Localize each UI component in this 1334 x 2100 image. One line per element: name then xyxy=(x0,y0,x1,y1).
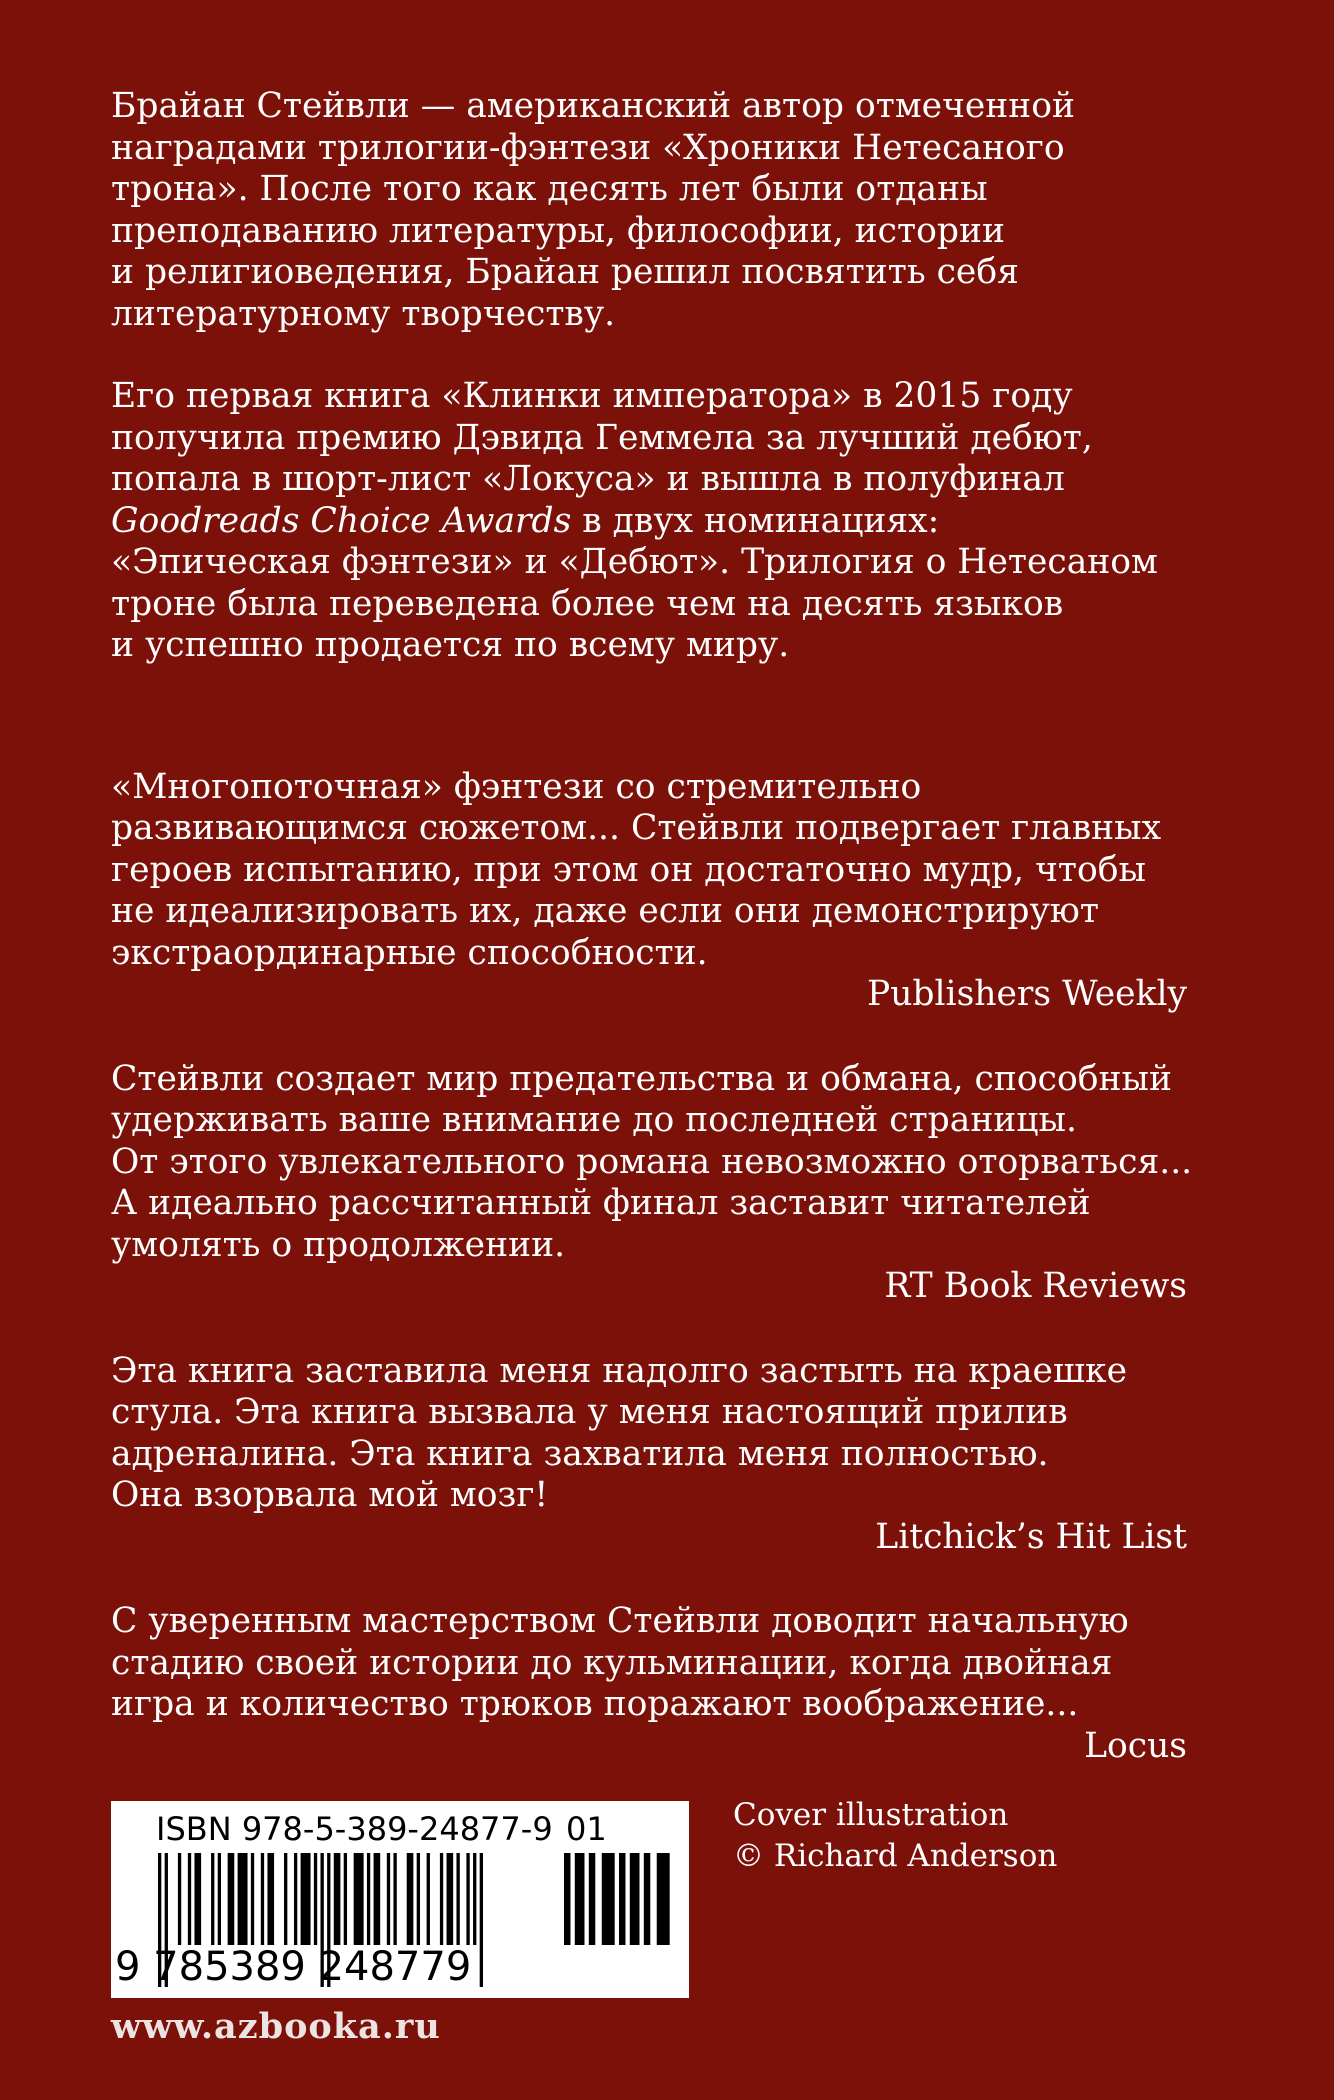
review-line: Эта книга заставила меня надолго застыть на краешке xyxy=(111,1350,1127,1391)
review-line: экстраординарные способности. xyxy=(111,932,708,973)
credit-line: Cover illustration xyxy=(733,1797,1009,1833)
barcode-bar xyxy=(473,1853,476,1945)
review-line: стула. Эта книга вызвала у меня настоящий прилив xyxy=(111,1392,1068,1432)
barcode-bar xyxy=(657,1853,670,1945)
barcode-bar xyxy=(294,1853,297,1945)
barcode-bar xyxy=(564,1853,570,1945)
review-line: игра и количество трюков поражают воображение... xyxy=(111,1684,1079,1724)
barcode-addon-bars xyxy=(564,1853,674,1987)
barcode-bar xyxy=(211,1853,214,1945)
author-bio-paragraph-1 xyxy=(111,86,1187,335)
review-quote-4 xyxy=(111,1601,1187,1726)
bio-line: и успешно продается по всему миру. xyxy=(111,625,790,665)
review-source-1: Publishers Weekly xyxy=(866,974,1187,1014)
review-line: Стейвли создает мир предательства и обмана, способный xyxy=(111,1058,1172,1099)
bio-line: попала в шорт-лист «Локуса» и вышла в полуфинал xyxy=(111,459,1065,499)
barcode-bar xyxy=(251,1853,254,1945)
bio-line-rest: в двух номинациях: xyxy=(571,500,940,541)
bio-line: получила премию Дэвида Геммела за лучший дебют, xyxy=(111,417,1093,458)
barcode-bar xyxy=(644,1853,650,1945)
bio-line: преподаванию литературы, философии, истории xyxy=(111,210,1005,251)
publisher-website: www.azbooka.ru xyxy=(111,2006,441,2047)
bio-line: троне была переведена более чем на десять языков xyxy=(111,583,1064,624)
review-line: не идеализировать их, даже если они демонстрируют xyxy=(111,891,1099,931)
barcode-bar xyxy=(301,1853,311,1945)
review-line: умолять о продолжении. xyxy=(111,1224,566,1265)
cover-text-column xyxy=(111,86,1193,1810)
barcode-bar xyxy=(314,1853,317,1945)
barcode-bar xyxy=(267,1853,274,1945)
barcode-bar xyxy=(218,1853,221,1945)
review-line: С уверенным мастерством Стейвли доводит начальную xyxy=(111,1601,1129,1641)
barcode-bar xyxy=(456,1853,459,1945)
barcode-bar xyxy=(427,1853,430,1945)
barcode-bar xyxy=(630,1853,640,1945)
barcode-bar xyxy=(575,1853,585,1945)
barcode-bar xyxy=(261,1853,264,1945)
barcode-bar xyxy=(284,1853,287,1945)
review-quote-1 xyxy=(111,767,1187,975)
barcode-bar xyxy=(334,1853,341,1945)
barcode-bar xyxy=(440,1853,443,1945)
barcode-bar xyxy=(194,1853,201,1945)
barcode-bar xyxy=(589,1853,595,1945)
barcode-bar xyxy=(619,1853,625,1945)
barcode-digits: 9 785389 248779 xyxy=(115,1944,472,1990)
barcode-bar xyxy=(367,1853,370,1945)
barcode-bar xyxy=(417,1853,420,1945)
bio-line: Брайан Стейвли — американский автор отмеченной xyxy=(111,86,1076,126)
author-bio-paragraph-2 xyxy=(111,376,1187,667)
bio-line xyxy=(111,501,1187,543)
review-source-3: Litchick’s Hit List xyxy=(875,1516,1187,1557)
barcode-bar xyxy=(393,1853,396,1945)
review-line: А идеально рассчитанный финал заставит читателей xyxy=(111,1183,1091,1223)
review-line: развивающимся сюжетом... Стейвли подвергает главных xyxy=(111,808,1162,848)
barcode-bar xyxy=(188,1853,191,1945)
bio-line: литературному творчеству. xyxy=(111,293,616,334)
bio-line: Его первая книга «Клинки императора» в 2015 году xyxy=(111,376,1073,416)
review-line: Она взорвала мой мозг! xyxy=(111,1475,549,1515)
barcode-bar xyxy=(387,1853,390,1945)
barcode-bar xyxy=(466,1853,469,1945)
barcode-bar xyxy=(602,1853,615,1945)
bio-line: наградами трилогии-фэнтези «Хроники Нетесаного xyxy=(111,127,1065,168)
review-line: От этого увлекательного романа невозможно оторваться... xyxy=(111,1141,1193,1182)
barcode-bar xyxy=(178,1853,181,1945)
barcode-bar xyxy=(344,1853,347,1945)
barcode-addon-code: 01 xyxy=(566,1810,607,1848)
bio-line: и религиоведения, Брайан решил посвятить себя xyxy=(111,252,1019,292)
cover-illustration-credit xyxy=(733,1795,1057,1877)
review-source-2: RT Book Reviews xyxy=(884,1266,1187,1306)
barcode-bar xyxy=(228,1853,235,1945)
isbn-barcode xyxy=(111,1801,689,1998)
barcode-bar xyxy=(354,1853,364,1945)
review-line: стадию своей истории до кульминации, когда двойная xyxy=(111,1642,1113,1683)
award-name-italic: Goodreads Choice Awards xyxy=(111,500,572,541)
review-line: адреналина. Эта книга захватила меня полностью. xyxy=(111,1433,1049,1474)
barcode-bar xyxy=(407,1853,414,1945)
barcode-bar xyxy=(447,1853,454,1945)
review-line: «Многопоточная» фэнтези со стремительно xyxy=(111,766,922,807)
bio-line: трона». После того как десять лет были отданы xyxy=(111,169,988,209)
review-quote-2 xyxy=(111,1058,1193,1267)
bio-line: «Эпическая фэнтези» и «Дебют». Трилогия о Нетесаном xyxy=(111,542,1158,582)
barcode-bar xyxy=(374,1853,381,1945)
isbn-label: ISBN 978-5-389-24877-9 xyxy=(156,1810,553,1848)
barcode-bar xyxy=(238,1853,248,1945)
barcode-bar xyxy=(480,1853,483,1987)
review-source-4: Locus xyxy=(1084,1725,1187,1766)
credit-line: © Richard Anderson xyxy=(733,1838,1058,1874)
review-line: удерживать ваше внимание до последней страницы. xyxy=(111,1100,1077,1140)
review-quote-3 xyxy=(111,1351,1187,1517)
review-line: героев испытанию, при этом он достаточно мудр, чтобы xyxy=(111,849,1146,890)
